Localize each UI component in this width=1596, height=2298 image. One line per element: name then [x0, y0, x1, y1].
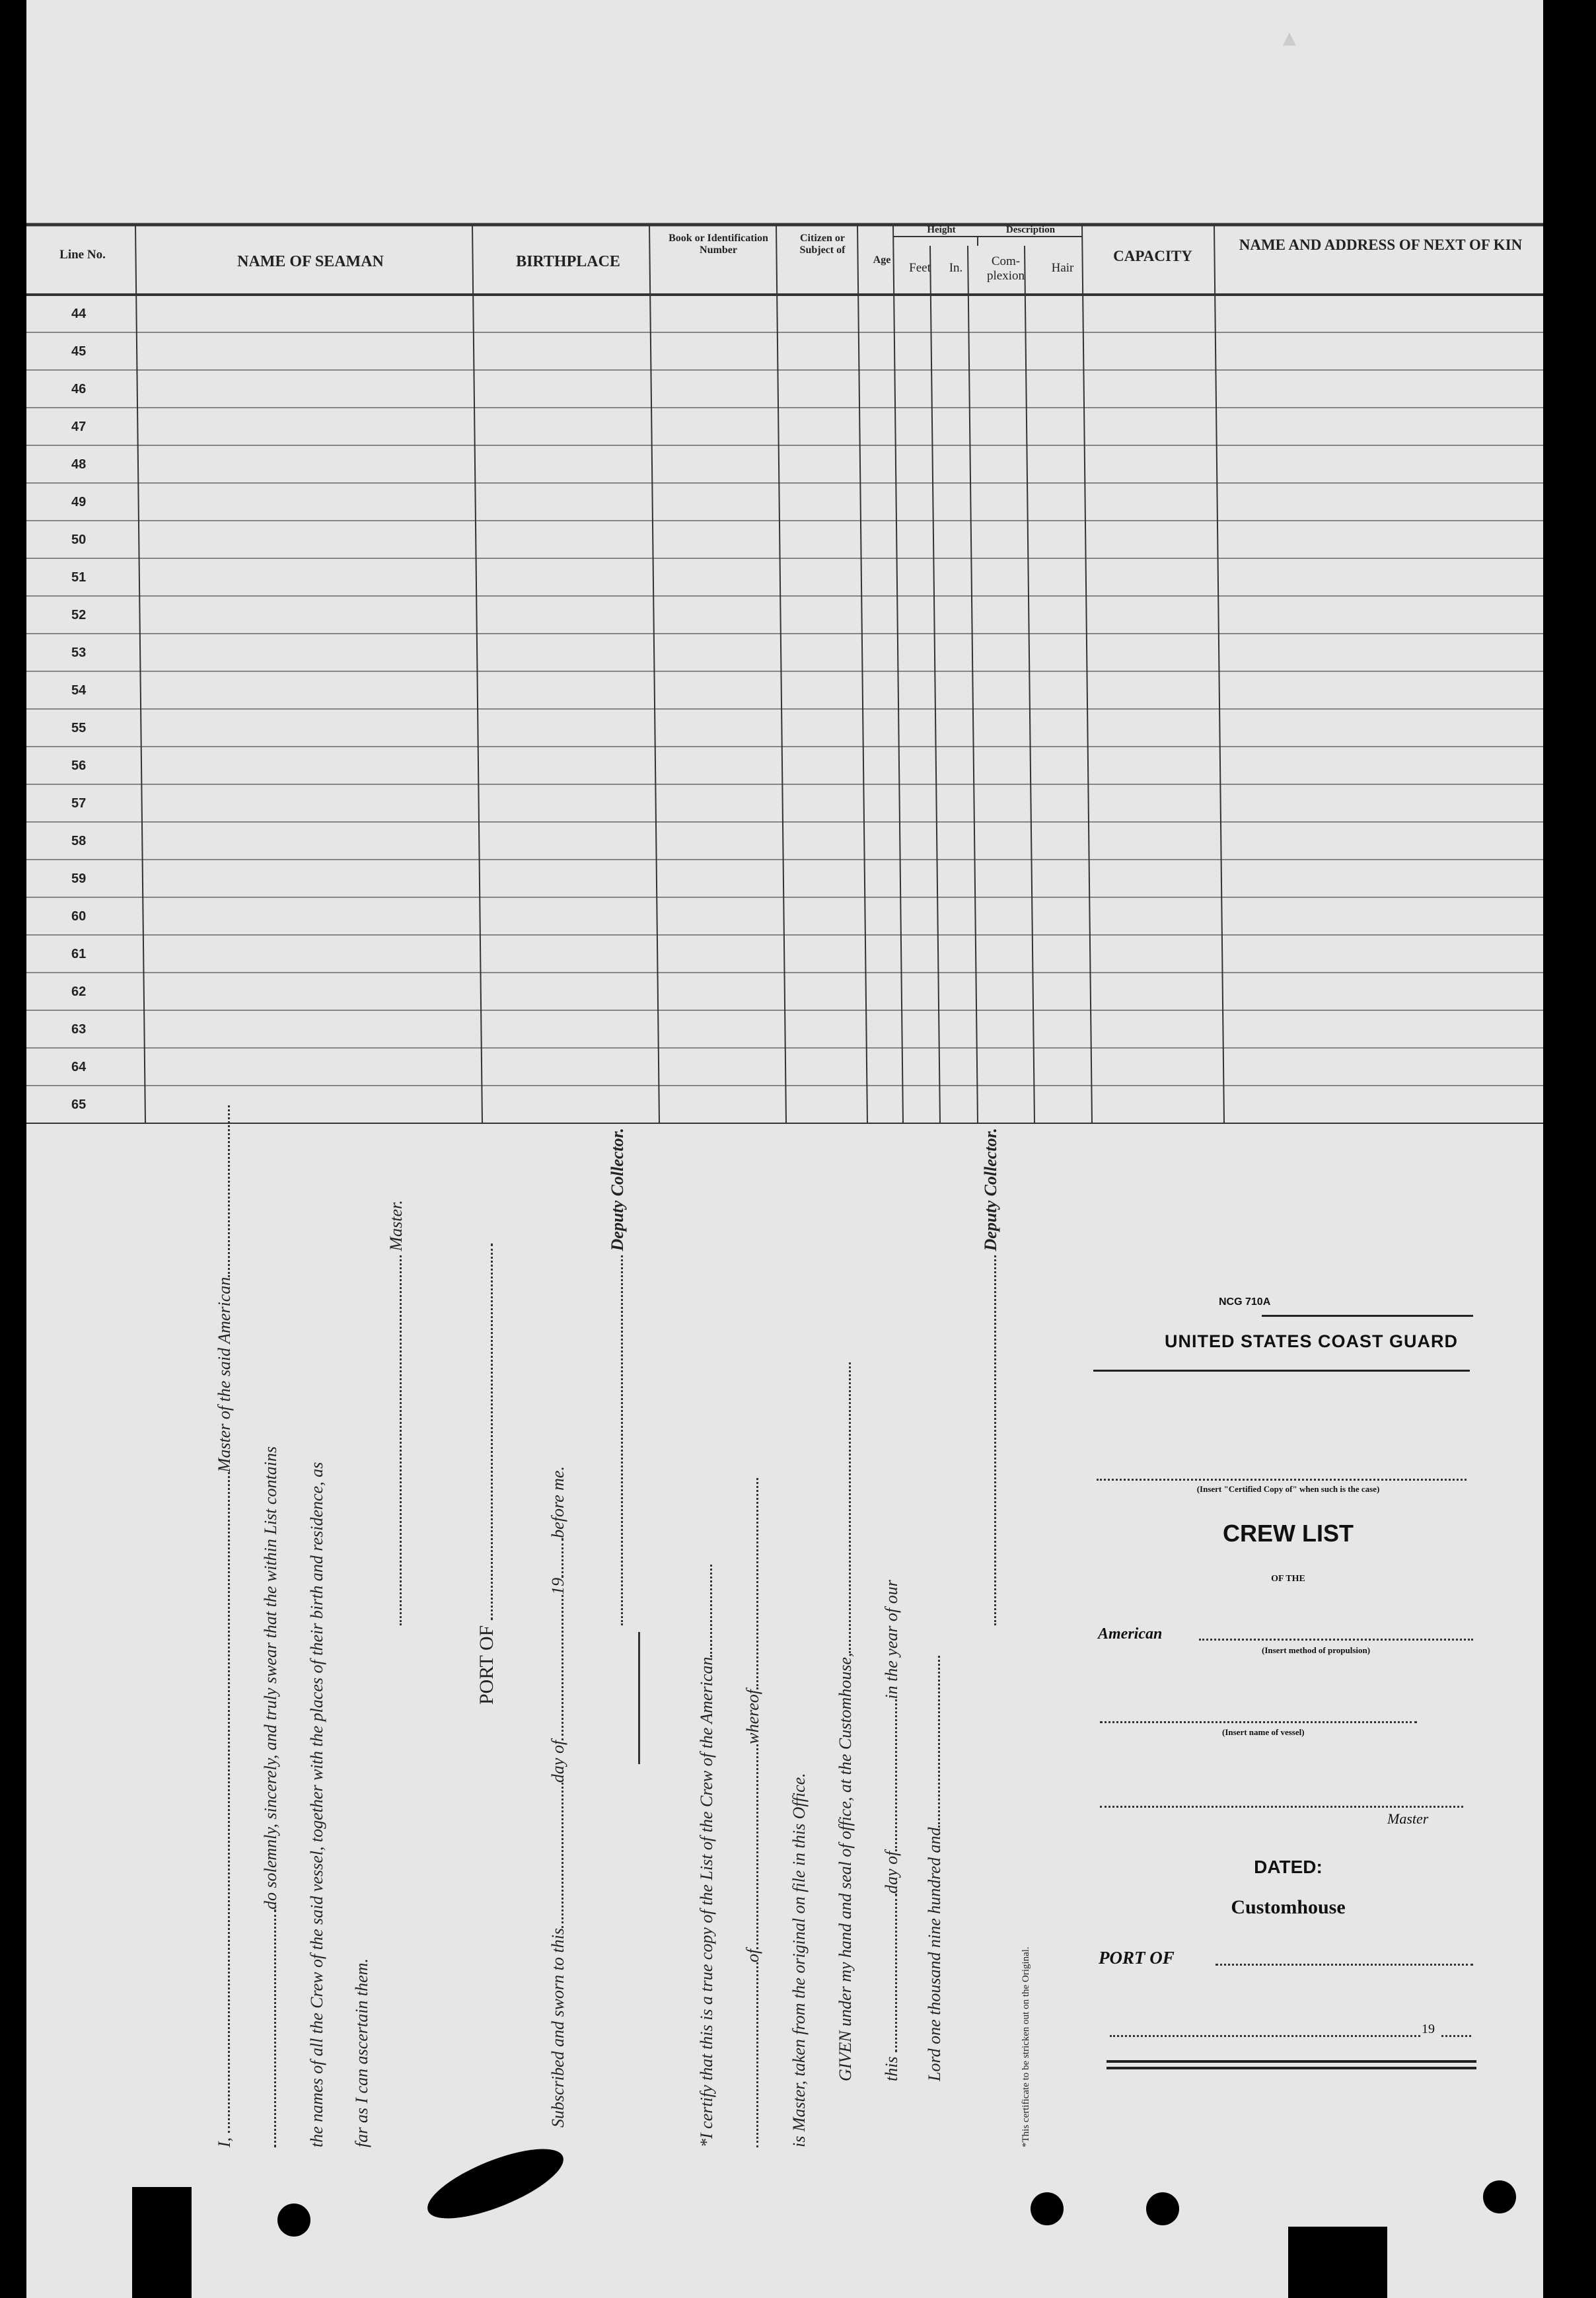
cover-nineteen-label: 19: [1422, 2022, 1435, 2036]
document-page: [26, 0, 1543, 2298]
line-number: 54: [71, 683, 87, 698]
deputy-collector-line: Deputy Collector.: [608, 1128, 628, 1625]
american-label: American: [1098, 1625, 1163, 1643]
header-feet: Feet: [909, 261, 931, 275]
binding-hole: [1146, 2192, 1179, 2225]
line-number: 55: [71, 720, 87, 735]
line-number: 62: [71, 984, 87, 999]
line-number: 58: [71, 833, 87, 848]
certificate-line-3: is Master, taken from the original on file in this Office.: [789, 1773, 809, 2147]
divider-rule: [638, 1632, 640, 1764]
port-of-line: PORT OF: [476, 1243, 498, 1705]
header-inches: In.: [949, 261, 963, 275]
oath-line-1: I, Master of the said American: [215, 1105, 235, 2147]
header-height: Height: [927, 225, 956, 235]
line-number: 63: [71, 1021, 87, 1037]
oath-line-2: do solemnly, sincerely, and truly swear that the within List contains: [261, 1446, 281, 2147]
certified-copy-field[interactable]: [1097, 1479, 1467, 1481]
line-number: 46: [71, 381, 87, 396]
crew-table-grid: [26, 0, 1543, 1136]
header-complexion: Com-plexion: [987, 254, 1025, 283]
header-book-number: Book or Identification Number: [669, 233, 768, 256]
oath-line-3: the names of all the Crew of the said vessel, together with the places of their birth and residence, as: [307, 1462, 326, 2147]
customhouse-label: Customhouse: [1231, 1896, 1346, 1918]
cover-date-field[interactable]: [1110, 2035, 1420, 2037]
binding-hole: [1483, 2180, 1516, 2213]
line-number: 53: [71, 645, 87, 660]
torn-corner: [1288, 2227, 1387, 2298]
header-citizen-of: Citizen or Subject of: [799, 233, 846, 256]
binding-hole: [277, 2204, 310, 2237]
certificate-line-4: GIVEN under my hand and seal of office, at the Customhouse,: [836, 1362, 855, 2081]
line-number: 51: [71, 570, 87, 585]
cover-port-of-label: PORT OF: [1099, 1948, 1175, 1968]
line-number: 50: [71, 532, 87, 547]
certificate-line-5: this day ofin the year of our: [882, 1580, 901, 2081]
header-capacity: CAPACITY: [1113, 248, 1192, 264]
header-next-of-kin: NAME AND ADDRESS OF NEXT OF KIN: [1239, 237, 1523, 253]
binding-hole: [1031, 2192, 1064, 2225]
oath-line-4: far as I can ascertain them.: [352, 1958, 371, 2147]
line-number: 61: [71, 946, 87, 961]
agency-title: UNITED STATES COAST GUARD: [1164, 1331, 1458, 1351]
rule: [1093, 1370, 1470, 1372]
header-birthplace: BIRTHPLACE: [516, 253, 620, 270]
certified-copy-note: (Insert "Certified Copy of" when such is the case): [1196, 1484, 1380, 1494]
certificate-line-1: *I certify that this is a true copy of the List of the Crew of the American: [697, 1565, 717, 2147]
propulsion-note: (Insert method of propulsion): [1262, 1645, 1371, 1655]
crew-list-title: CREW LIST: [1223, 1520, 1354, 1547]
header-age: Age: [873, 254, 891, 266]
rule: [1106, 2060, 1476, 2063]
line-number: 57: [71, 796, 87, 811]
form-number: NCG 710A: [1219, 1296, 1271, 1308]
vessel-name-note: (Insert name of vessel): [1222, 1727, 1305, 1737]
master-label: Master: [1387, 1810, 1429, 1827]
cover-year-field[interactable]: [1441, 2035, 1471, 2037]
certificate-line-2: ofwhereof: [743, 1478, 763, 2147]
line-number: 64: [71, 1059, 87, 1074]
header-description: Description: [1005, 225, 1056, 235]
dated-label: DATED:: [1254, 1857, 1323, 1877]
line-number: 60: [71, 908, 87, 924]
rule: [1106, 2067, 1476, 2069]
rule: [1262, 1315, 1473, 1317]
line-number: 44: [71, 306, 87, 321]
line-number: 47: [71, 419, 87, 434]
header-line-no: Line No.: [59, 248, 106, 262]
subscribed-line: Subscribed and sworn to thisday of19before me.: [548, 1466, 567, 2128]
propulsion-field[interactable]: [1199, 1639, 1473, 1641]
line-number: 49: [71, 494, 87, 509]
cover-port-field[interactable]: [1215, 1964, 1473, 1966]
scan-mark-icon: ▲: [1278, 26, 1301, 51]
header-name-of-seaman: NAME OF SEAMAN: [237, 253, 384, 270]
certificate-line-6: Lord one thousand nine hundred and: [925, 1656, 945, 2081]
torn-corner: [132, 2187, 192, 2298]
line-number: 59: [71, 871, 87, 886]
vessel-name-field[interactable]: [1100, 1721, 1417, 1723]
certificate-footnote: *This certificate to be stricken out on the Original.: [1021, 1946, 1031, 2147]
master-signature-line: Master.: [386, 1200, 406, 1625]
line-number: 56: [71, 758, 87, 773]
header-hair: Hair: [1051, 261, 1074, 275]
of-the-label: OF THE: [1271, 1574, 1305, 1584]
line-number: 45: [71, 344, 87, 359]
line-number: 48: [71, 457, 87, 472]
line-number: 65: [71, 1097, 87, 1112]
certificate-deputy-line: Deputy Collector.: [981, 1128, 1001, 1625]
master-field[interactable]: [1100, 1806, 1463, 1808]
line-number: 52: [71, 607, 87, 622]
